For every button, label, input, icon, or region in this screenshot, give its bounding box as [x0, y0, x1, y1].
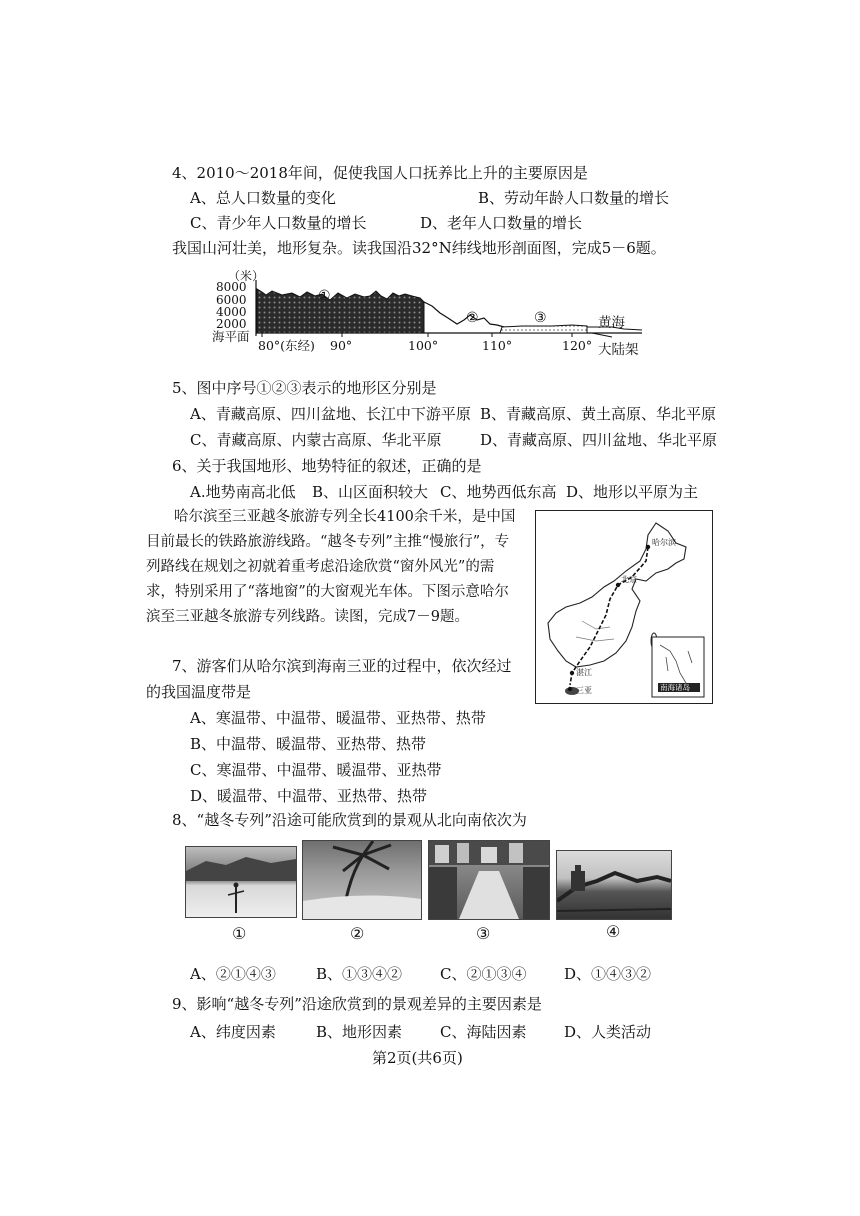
profile-ytick-2000: 2000: [216, 317, 247, 331]
q7-stem-line1: 7、游客们从哈尔滨到海南三亚的过程中，依次经过: [172, 657, 512, 675]
profile-yellow-sea-label: 黄海: [598, 315, 625, 331]
profile-xtick-110: 110°: [482, 338, 513, 353]
map-label-beijing: 北京: [621, 575, 637, 584]
profile-xtick-80: 80°(东经): [258, 338, 315, 353]
q7-option-b: B、中温带、暖温带、亚热带、热带: [190, 735, 427, 753]
photo-label-1: ①: [232, 924, 247, 943]
q8-option-b: B、①③④②: [316, 965, 403, 983]
map-label-harbin: 哈尔滨: [652, 538, 676, 547]
q5-option-b: B、青藏高原、黄土高原、华北平原: [480, 405, 717, 423]
q9-option-b: B、地形因素: [316, 1023, 403, 1041]
q7-option-d: D、暖温带、中温带、亚热带、热带: [190, 787, 428, 805]
profile-terrain-svg: [252, 280, 642, 338]
q6-option-a: A.地势南高北低: [190, 483, 296, 501]
intro-7-9: 哈尔滨至三亚越冬旅游专列全长4100余千米，是中国目前最长的铁路旅游线路。“越冬专列”主推“慢旅行”，专列路线在规划之初就着重考虑沿途欣赏“窗外风光”的需求，特别采用了“落地窗”的大窗观光车体。下图示意哈尔滨至三亚越冬旅游专列线路。读图，完成7－9题。: [146, 509, 516, 625]
q8-stem: 8、“越冬专列”沿途可能欣赏到的景观从北向南依次为: [172, 811, 527, 829]
profile-sea-level-label: 海平面: [212, 329, 250, 344]
profile-mark-2: ②: [466, 310, 479, 326]
q9-stem: 9、影响“越冬专列”沿途欣赏到的景观差异的主要因素是: [172, 995, 542, 1013]
q7-option-a: A、寒温带、中温带、暖温带、亚热带、热带: [190, 709, 486, 727]
intro-5-6: 我国山河壮美，地形复杂。读我国沿32°N纬线地形剖面图，完成5－6题。: [172, 239, 666, 257]
q5-option-d: D、青藏高原、四川盆地、华北平原: [480, 431, 718, 449]
q6-stem: 6、关于我国地形、地势特征的叙述，正确的是: [172, 457, 482, 475]
profile-mark-1: ①: [318, 288, 331, 304]
photo-label-3: ③: [476, 924, 491, 943]
photo-label-4: ④: [606, 922, 621, 941]
q6-option-b: B、山区面积较大: [312, 483, 429, 501]
scenery-photo-3: [428, 840, 550, 920]
q9-option-a: A、纬度因素: [190, 1023, 276, 1041]
q6-option-d: D、地形以平原为主: [566, 483, 699, 501]
photo-label-2: ②: [350, 924, 365, 943]
q9-option-c: C、海陆因素: [440, 1023, 527, 1041]
china-outline-svg: [536, 511, 712, 703]
q9-option-d: D、人类活动: [564, 1023, 652, 1041]
profile-ytick-8000: 8000: [216, 280, 247, 294]
q4-stem: 4、2010～2018年间，促使我国人口抚养比上升的主要原因是: [172, 164, 588, 182]
profile-xtick-120: 120°: [562, 338, 593, 353]
scenery-photo-4: [556, 850, 672, 920]
scenery-photo-2: [302, 840, 422, 920]
q5-stem: 5、图中序号①②③表示的地形区分别是: [172, 379, 437, 397]
profile-ytick-6000: 6000: [216, 293, 247, 307]
profile-mark-3: ③: [534, 310, 547, 326]
q4-option-c: C、青少年人口数量的增长: [190, 214, 367, 232]
rail-route: [570, 547, 648, 685]
q8-option-c: C、②①③④: [440, 965, 527, 983]
q4-option-a: A、总人口数量的变化: [190, 189, 336, 207]
map-inset-label: 南海诸岛: [660, 683, 690, 692]
profile-plateau-shape: [257, 289, 424, 333]
q4-option-d: D、老年人口数量的增长: [420, 214, 583, 232]
q7-option-c: C、寒温带、中温带、暖温带、亚热带: [190, 761, 442, 779]
q7-stem-line2: 的我国温度带是: [146, 683, 252, 701]
map-label-zhanjiang: 湛江: [576, 668, 592, 677]
route-map: [535, 510, 713, 704]
profile-xtick-90: 90°: [330, 338, 353, 353]
scenery-photo-1: [185, 846, 297, 918]
profile-shelf-label: 大陆架: [598, 342, 639, 358]
map-label-sanya: 三亚: [576, 686, 592, 695]
q8-option-a: A、②①④③: [190, 965, 276, 983]
profile-ytick-4000: 4000: [216, 305, 247, 319]
q5-option-c: C、青藏高原、内蒙古高原、华北平原: [190, 431, 442, 449]
page-footer: 第2页(共6页): [372, 1049, 463, 1067]
q4-option-b: B、劳动年龄人口数量的增长: [478, 189, 670, 207]
profile-xtick-100: 100°: [408, 338, 439, 353]
profile-unit: （米）: [228, 269, 265, 283]
q5-option-a: A、青藏高原、四川盆地、长江中下游平原: [190, 405, 471, 423]
q6-option-c: C、地势西低东高: [440, 483, 557, 501]
q8-option-d: D、①④③②: [564, 965, 652, 983]
